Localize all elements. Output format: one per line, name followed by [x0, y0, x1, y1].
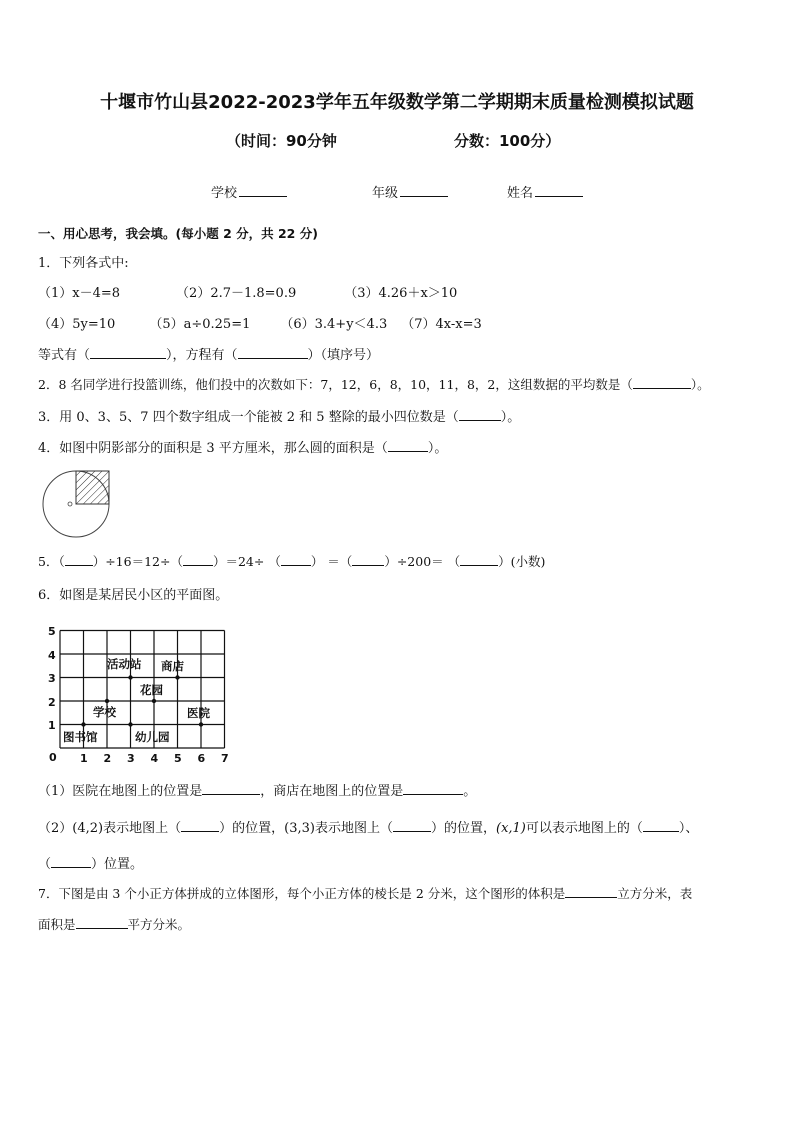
q3-text-b: ）。 — [500, 410, 521, 425]
q7-text-a: 7．下图是由 3 个小正方体拼成的立体图形，每个小正方体的棱长是 2 分米，这个图形的体积是 — [38, 886, 566, 901]
q6-blank-3[interactable] — [643, 819, 679, 832]
question-2 — [38, 375, 710, 393]
y-tick-4: 4 — [48, 649, 56, 662]
dot-huayuan — [152, 699, 156, 703]
q2-text-b: ）。 — [690, 377, 710, 392]
section-heading: 一、用心思考，我会填。(每小题 2 分，共 22 分) — [38, 226, 318, 241]
y-tick-5: 5 — [48, 625, 56, 638]
y-tick-1: 1 — [48, 719, 56, 732]
label-yiyuan: 医院 — [187, 706, 210, 720]
y-tick-2: 2 — [48, 696, 56, 709]
q6-sub2-text-g: ）、 — [678, 821, 699, 836]
exam-time: （时间：90分钟 — [226, 132, 337, 150]
q3-blank[interactable] — [459, 408, 501, 421]
q6-coord-1: (4,2) — [72, 821, 104, 836]
q6-sub2-text-c: ）的位置， — [219, 821, 285, 836]
q6-sub1-text-c: 。 — [463, 784, 477, 799]
q6-sub2-text-a: （2） — [38, 821, 73, 836]
q5-text-2: ）÷16＝12÷（ — [92, 554, 183, 569]
q5-text-6: ）(小数) — [498, 554, 546, 569]
x-tick-1: 1 — [80, 752, 88, 765]
q6-sub2-text-h: （ — [38, 857, 52, 872]
school-field[interactable] — [211, 182, 287, 201]
label-tushuguan: 图书馆 — [63, 730, 98, 744]
dot-shangdian — [175, 675, 179, 679]
question-1-stem: 1．下列各式中: — [38, 256, 129, 271]
q7-text-c: 面积是 — [38, 917, 76, 932]
q6-blank-hospital[interactable] — [202, 782, 260, 795]
x-tick-6: 6 — [197, 752, 206, 765]
x-tick-0: 0 — [49, 751, 57, 764]
dot-yiyuan — [199, 722, 203, 726]
question-5 — [38, 552, 545, 570]
label-huodong: 活动站 — [107, 657, 142, 671]
dot-huodong — [128, 675, 132, 679]
name-blank[interactable] — [535, 184, 583, 197]
x-tick-7: 7 — [221, 752, 229, 765]
q5-blank-3[interactable] — [281, 553, 311, 566]
q5-text-1: 5．（ — [38, 554, 65, 569]
q7-blank-volume[interactable] — [565, 885, 617, 898]
grade-field[interactable] — [372, 182, 448, 201]
grade-blank[interactable] — [400, 184, 448, 197]
q1-answer-text-a: 等式有（ — [38, 348, 91, 363]
question-7-line-2 — [38, 915, 190, 933]
q6-blank-store[interactable] — [403, 782, 463, 795]
circle-figure — [38, 464, 128, 540]
q1-item-7: （7）4x-x=3 — [401, 317, 482, 332]
q6-sub2-text-d: 表示地图上（ — [314, 821, 393, 836]
question-1-row-2 — [38, 313, 482, 332]
q1-answer-text-b: ），方程有（ — [166, 348, 238, 363]
q1-item-1: （1）x－4=8 — [38, 286, 121, 301]
q5-blank-5[interactable] — [460, 553, 498, 566]
q5-blank-1[interactable] — [65, 553, 93, 566]
q5-text-3: ）＝24÷ （ — [212, 554, 281, 569]
q6-sub1-text-b: ，商店在地图上的位置是 — [260, 784, 404, 799]
x-tick-5: 5 — [174, 752, 182, 765]
label-youeryuan: 幼儿园 — [135, 730, 170, 744]
q7-text-d: 平方分米。 — [127, 917, 191, 932]
q6-coord-3: (x,1) — [496, 821, 526, 836]
q1-item-4: （4）5y=10 — [38, 317, 116, 332]
question-6-sub-1 — [38, 780, 476, 799]
q6-coord-2: (3,3) — [284, 821, 315, 836]
dot-tushuguan — [81, 722, 85, 726]
q5-text-5: ）÷200＝ （ — [384, 554, 461, 569]
q6-sub1-text-a: （1）医院在地图上的位置是 — [38, 784, 203, 799]
y-tick-3: 3 — [48, 672, 56, 685]
q4-blank[interactable] — [388, 439, 428, 452]
x-tick-3: 3 — [127, 752, 135, 765]
q5-blank-2[interactable] — [183, 553, 213, 566]
q4-text-a: 4．如图中阴影部分的面积是 3 平方厘米，那么圆的面积是（ — [38, 441, 388, 456]
question-1-answer — [38, 344, 379, 363]
x-tick-4: 4 — [150, 752, 159, 765]
question-6-sub-2 — [38, 817, 698, 836]
q6-sub2-text-e: ）的位置， — [430, 821, 496, 836]
name-field[interactable] — [507, 182, 583, 201]
q6-blank-2[interactable] — [393, 819, 431, 832]
question-4 — [38, 437, 447, 456]
label-xuexiao: 学校 — [93, 705, 116, 719]
q1-blank-equations[interactable] — [90, 346, 166, 359]
exam-score: 分数：100分） — [454, 132, 561, 150]
x-tick-2: 2 — [103, 752, 112, 765]
label-shangdian: 商店 — [161, 659, 184, 673]
q1-item-2: （2）2.7－1.8=0.9 — [176, 286, 297, 301]
q1-item-6: （6）3.4+y＜4.3 — [280, 317, 388, 332]
dot-xuexiao — [105, 699, 109, 703]
q1-item-3: （3）4.26＋x＞10 — [344, 286, 458, 301]
question-6-sub-2-cont — [38, 853, 143, 872]
question-3 — [38, 406, 520, 425]
community-map — [40, 618, 240, 768]
q2-text-a: 2．8 名同学进行投篮训练，他们投中的次数如下：7，12，6，8，10，11，8，2，这组数据的平均数是（ — [38, 377, 633, 392]
q6-sub2-text-f: 可以表示地图上的（ — [525, 821, 643, 836]
q1-blank-equations-2[interactable] — [238, 346, 308, 359]
q6-sub2-text-b: 表示地图上（ — [103, 821, 182, 836]
grade-label: 年级 — [372, 186, 399, 201]
page-title: 十堰市竹山县2022-2023学年五年级数学第二学期期末质量检测模拟试题 — [100, 92, 694, 113]
label-huayuan: 花园 — [140, 683, 163, 697]
q7-blank-area[interactable] — [76, 916, 128, 929]
question-6-stem: 6．如图是某居民小区的平面图。 — [38, 588, 229, 603]
question-7-line-1 — [38, 884, 692, 902]
q1-answer-text-c: ）（填序号） — [307, 348, 380, 363]
question-1-row-1 — [38, 282, 457, 301]
q7-text-b: 立方分米，表 — [617, 886, 693, 901]
q6-sub2-text-i: ）位置。 — [91, 857, 144, 872]
school-blank[interactable] — [239, 184, 287, 197]
q6-blank-4[interactable] — [51, 855, 91, 868]
name-label: 姓名 — [507, 186, 534, 201]
q5-text-4: ） ＝（ — [310, 554, 353, 569]
q3-text-a: 3．用 0、3、5、7 四个数字组成一个能被 2 和 5 整除的最小四位数是（ — [38, 410, 459, 425]
dot-youeryuan — [128, 722, 132, 726]
school-label: 学校 — [211, 186, 238, 201]
q1-item-5: （5）a÷0.25=1 — [149, 317, 251, 332]
q2-blank[interactable] — [633, 376, 691, 389]
q6-blank-1[interactable] — [181, 819, 219, 832]
q4-text-b: ）。 — [427, 441, 448, 456]
q5-blank-4[interactable] — [352, 553, 384, 566]
